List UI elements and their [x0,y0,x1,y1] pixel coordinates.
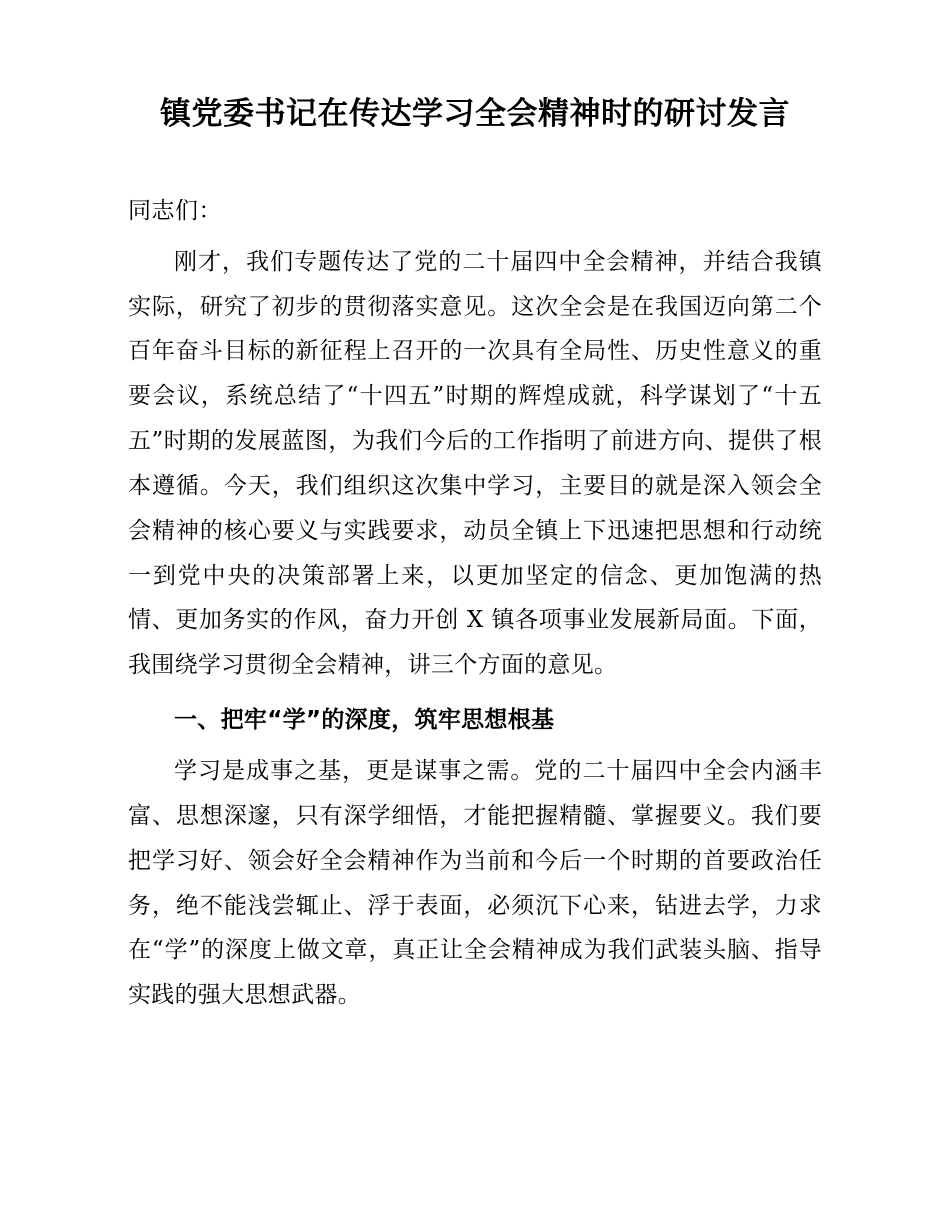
section-heading-1: 一、把牢“学”的深度，筑牢思想根基 [174,707,555,734]
salutation: 同志们： [128,198,222,225]
section-1-body-paragraph: 学习是成事之基，更是谋事之需。党的二十届四中全会内涵丰富、思想深邃，只有深学细悟，才能把握精髓、掌握要义。我们要把学习好、领会好全会精神作为当前和今后一个时期的首要政治任务，绝不能浅尝辄止、浮于表面，必须沉下心来，钻进去学，力求在“学”的深度上做文章，真正让全会精神成为我们武装头脑、指导实践的强大思想武器。 [128,757,822,1009]
body-paragraph-1: 刚才，我们专题传达了党的二十届四中全会精神，并结合我镇实际，研究了初步的贯彻落实意见。这次全会是在我国迈向第二个百年奋斗目标的新征程上召开的一次具有全局性、历史性意义的重要会议，系统总结了“十四五”时期的辉煌成就，科学谋划了“十五五”时期的发展蓝图，为我们今后的工作指明了前进方向、提供了根本遵循。今天，我们组织这次集中学习，主要目的就是深入领会全会精神的核心要义与实践要求，动员全镇上下迅速把思想和行动统一到党中央的决策部署上来，以更加坚定的信念、更加饱满的热情、更加务实的作风，奋力开创 X 镇各项事业发展新局面。下面，我围绕学习贯彻全会精神，讲三个方面的意见。 [128,248,822,679]
page-title: 镇党委书记在传达学习全会精神时的研讨发言 [160,96,790,132]
